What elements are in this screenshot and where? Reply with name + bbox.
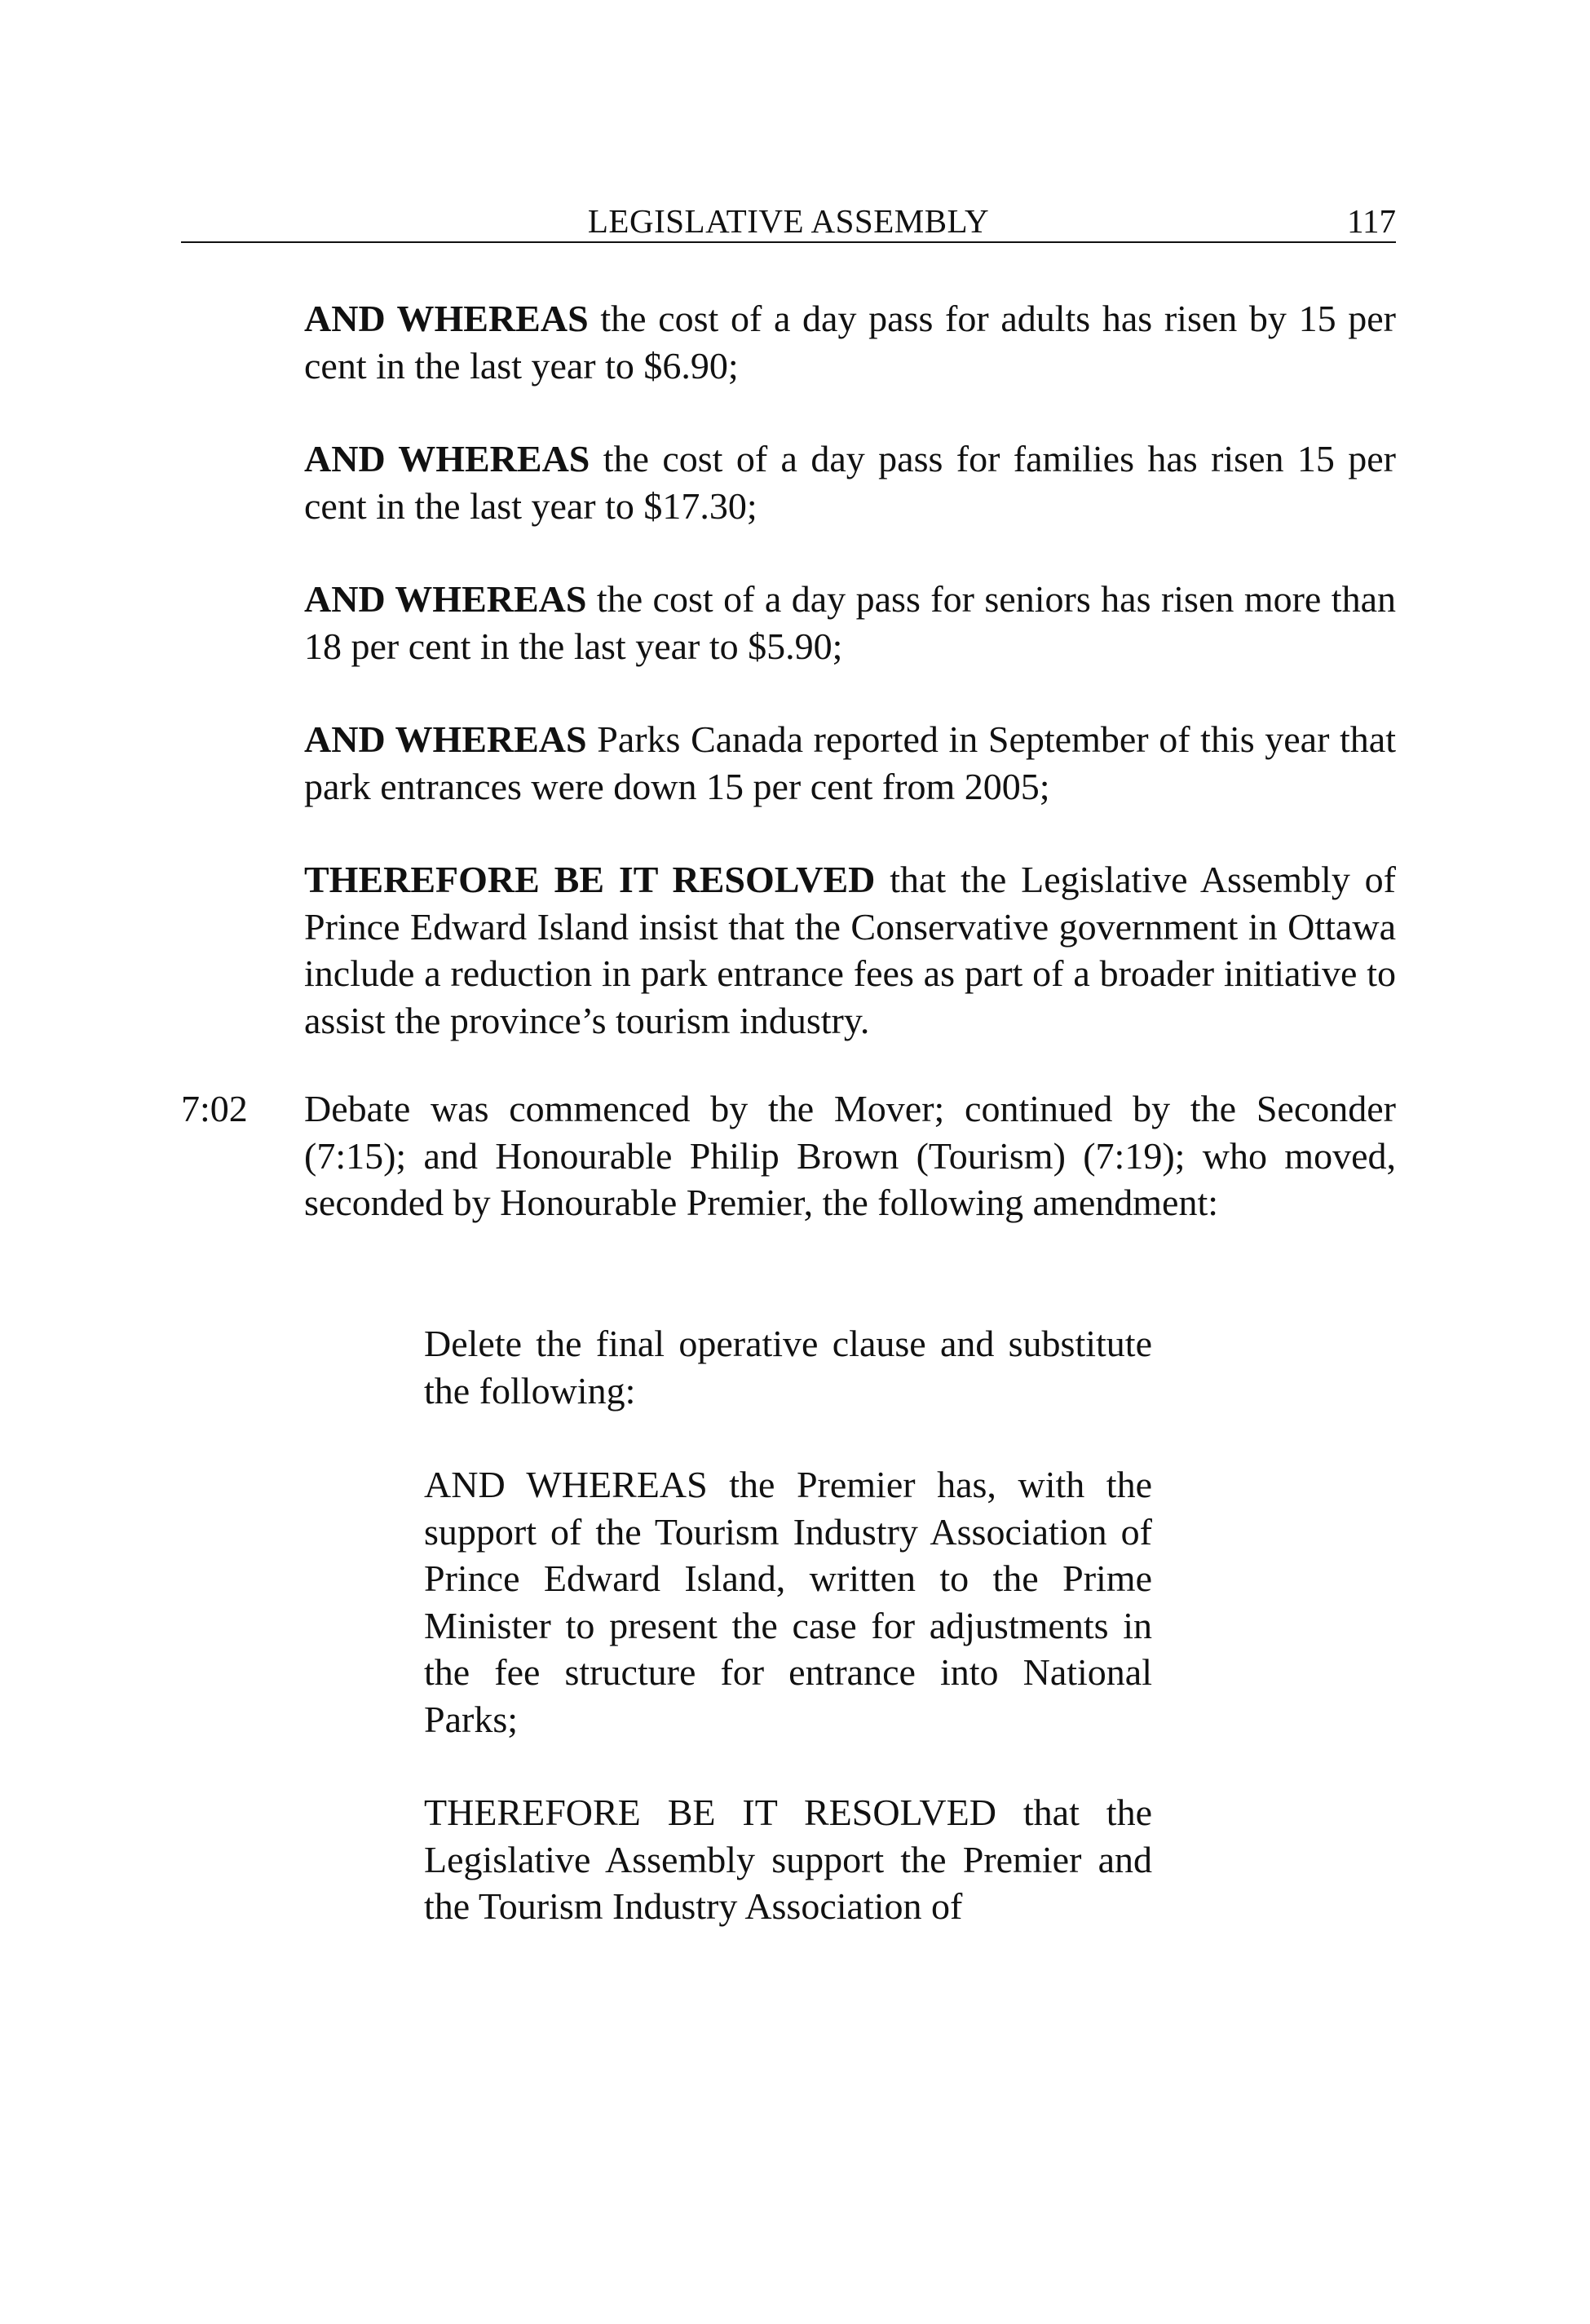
clause-lead: THEREFORE BE IT RESOLVED bbox=[304, 859, 876, 900]
whereas-clause-families bbox=[304, 435, 1396, 529]
header-title: LEGISLATIVE ASSEMBLY bbox=[587, 202, 990, 240]
page-number: 117 bbox=[1347, 202, 1396, 240]
clause-text: the cost of a day pass for adults has risen by 15 per cent in the last year to $6.90; bbox=[304, 298, 1397, 387]
amendment-whereas-clause: AND WHEREAS the Premier has, with the support of the Tourism Industry Association of Prince Edward Island, written to the Prime Minister to present the case for adjustments in the fee structure for entrance into National Parks; bbox=[424, 1464, 1152, 1740]
clause-lead: AND WHEREAS bbox=[304, 578, 587, 620]
clause-text: the cost of a day pass for seniors has risen more than 18 per cent in the last year to $5.90; bbox=[304, 578, 1396, 667]
clause-lead: AND WHEREAS bbox=[304, 298, 589, 339]
whereas-clause-seniors bbox=[304, 576, 1396, 669]
running-header bbox=[181, 201, 1396, 243]
resolved-clause bbox=[304, 856, 1396, 1044]
proceeding-text: Debate was commenced by the Mover; continued by the Seconder (7:15); and Honourable Philip Brown (Tourism) (7:19); who moved, seconded by Honourable Premier, the following amendment: bbox=[304, 1088, 1396, 1223]
clause-text: Parks Canada reported in September of this year that park entrances were down 15 per cent from 2005; bbox=[304, 718, 1397, 807]
whereas-clause-parks-canada bbox=[304, 716, 1396, 810]
amendment-resolved-clause: THEREFORE BE IT RESOLVED that the Legislative Assembly support the Premier and the Tourism Industry Association of bbox=[424, 1792, 1152, 1927]
clause-lead: AND WHEREAS bbox=[304, 718, 587, 760]
clause-text: the cost of a day pass for families has risen 15 per cent in the last year to $17.30; bbox=[304, 438, 1396, 527]
clause-text: that the Legislative Assembly of Prince Edward Island insist that the Conservative government in Ottawa include a reduction in park entrance fees as part of a broader initiative to assist the province’s tourism industry. bbox=[304, 859, 1396, 1041]
amendment-instruction: Delete the final operative clause and substitute the following: bbox=[424, 1323, 1152, 1412]
whereas-clause-adults bbox=[304, 295, 1396, 389]
proceeding-time: 7:02 bbox=[181, 1088, 248, 1129]
clause-lead: AND WHEREAS bbox=[304, 438, 590, 479]
